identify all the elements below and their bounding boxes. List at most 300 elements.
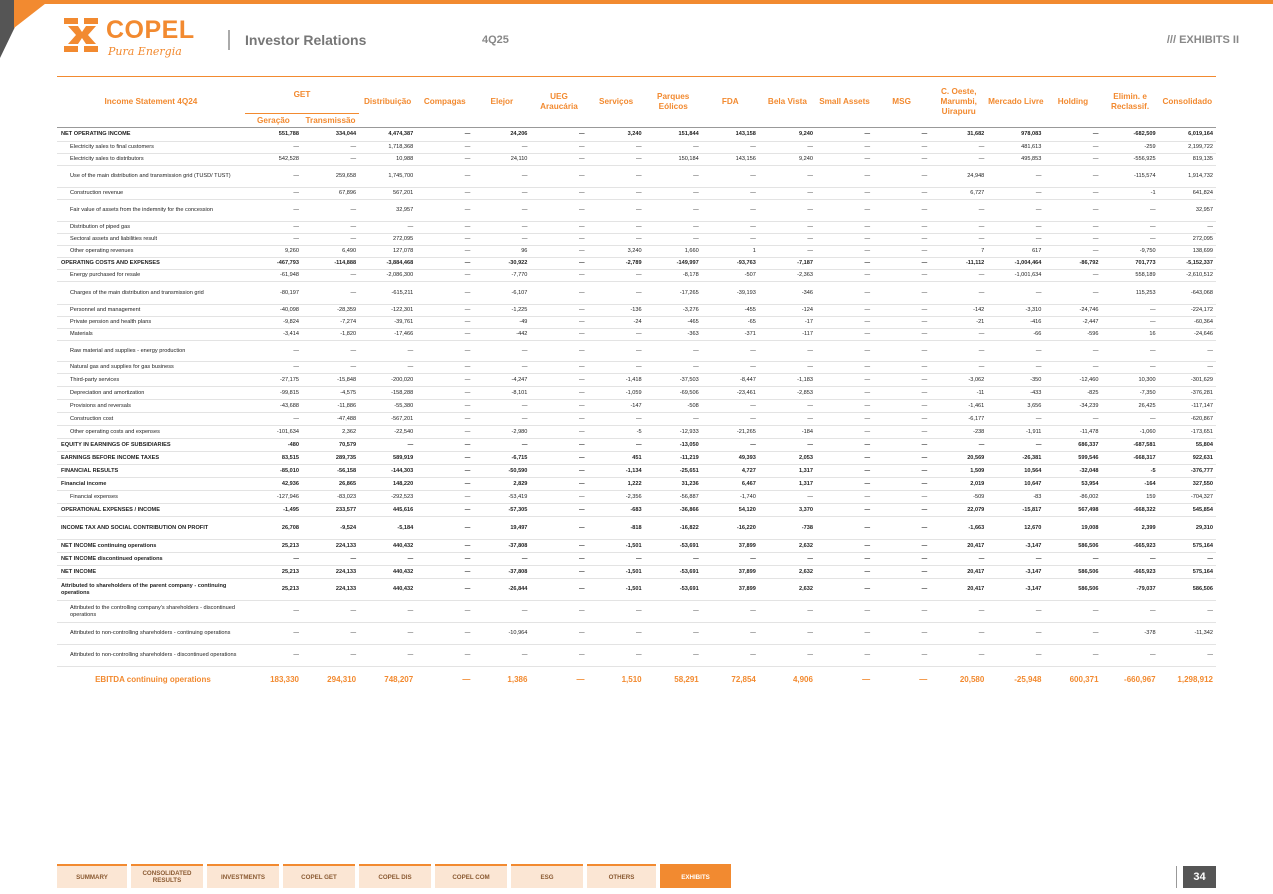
cell-value: — bbox=[816, 188, 873, 200]
cell-value: -8,178 bbox=[645, 270, 702, 282]
table-row bbox=[57, 128, 1216, 142]
tab-summary[interactable]: SUMMARY bbox=[57, 864, 127, 888]
cell-value: 272,095 bbox=[359, 234, 416, 246]
table-row bbox=[57, 413, 1216, 426]
cell-value: -9,824 bbox=[245, 317, 302, 329]
cell-value: — bbox=[987, 413, 1044, 426]
cell-value: — bbox=[873, 566, 930, 579]
cell-value: -1,501 bbox=[588, 566, 645, 579]
cell-value: 37,899 bbox=[702, 540, 759, 553]
cell-value: -11,342 bbox=[1159, 623, 1216, 645]
cell-value: — bbox=[530, 166, 587, 188]
cell-value: — bbox=[1044, 222, 1101, 234]
cell-value: -238 bbox=[930, 426, 987, 439]
cell-value: -86,792 bbox=[1044, 258, 1101, 270]
table-row bbox=[57, 188, 1216, 200]
cell-value: -3,884,468 bbox=[359, 258, 416, 270]
cell-value: -11,886 bbox=[302, 400, 359, 413]
cell-value: — bbox=[1044, 234, 1101, 246]
cell-value: 49,393 bbox=[702, 452, 759, 465]
cell-value: — bbox=[1102, 341, 1159, 362]
cell-value: -50,590 bbox=[473, 465, 530, 478]
cell-value: — bbox=[473, 142, 530, 154]
cell-value: — bbox=[588, 234, 645, 246]
cell-value: -136 bbox=[588, 305, 645, 317]
cell-value: -83 bbox=[987, 491, 1044, 504]
cell-value: — bbox=[416, 426, 473, 439]
cell-value: 586,506 bbox=[1044, 566, 1101, 579]
cell-value: -376,281 bbox=[1159, 387, 1216, 400]
cell-value: — bbox=[930, 270, 987, 282]
row-label: NET INCOME continuing operations bbox=[57, 540, 245, 553]
row-label: Attributed to non-controlling shareholders - continuing operations bbox=[57, 623, 245, 645]
cell-value: — bbox=[930, 623, 987, 645]
row-label: Personnel and management bbox=[57, 305, 245, 317]
page-number: 34 bbox=[1183, 866, 1216, 888]
cell-value: -10,964 bbox=[473, 623, 530, 645]
cell-value: — bbox=[816, 491, 873, 504]
column-header: Elimin. e Reclassif. bbox=[1110, 92, 1150, 111]
cell-value: — bbox=[816, 305, 873, 317]
cell-value: — bbox=[530, 246, 587, 258]
cell-value: -124 bbox=[759, 305, 816, 317]
cell-value: -83,023 bbox=[302, 491, 359, 504]
cell-value: -1,001,634 bbox=[987, 270, 1044, 282]
cell-value: 3,656 bbox=[987, 400, 1044, 413]
cell-value: — bbox=[873, 142, 930, 154]
cell-value: — bbox=[873, 317, 930, 329]
cell-value: — bbox=[1102, 234, 1159, 246]
cell-value: — bbox=[530, 465, 587, 478]
row-label: Materials bbox=[57, 329, 245, 341]
cell-value: — bbox=[416, 439, 473, 452]
cell-value: — bbox=[245, 166, 302, 188]
cell-value: -668,322 bbox=[1102, 504, 1159, 517]
cell-value: — bbox=[1159, 362, 1216, 374]
cell-value: 42,936 bbox=[245, 478, 302, 491]
cell-value: — bbox=[530, 374, 587, 387]
cell-value: 24,948 bbox=[930, 166, 987, 188]
cell-value: — bbox=[930, 362, 987, 374]
cell-value: — bbox=[816, 270, 873, 282]
brand-tagline: Pura Energia bbox=[108, 45, 182, 58]
cell-value: -53,419 bbox=[473, 491, 530, 504]
cell-value: -53,691 bbox=[645, 540, 702, 553]
cell-value: — bbox=[816, 623, 873, 645]
table-row bbox=[57, 540, 1216, 553]
cell-value: — bbox=[702, 400, 759, 413]
row-label: Other operating revenues bbox=[57, 246, 245, 258]
cell-value: -37,503 bbox=[645, 374, 702, 387]
cell-value: — bbox=[816, 246, 873, 258]
cell-value: 3,370 bbox=[759, 504, 816, 517]
cell-value: 495,853 bbox=[987, 154, 1044, 166]
cell-value: 10,988 bbox=[359, 154, 416, 166]
cell-value: -21,265 bbox=[702, 426, 759, 439]
cell-value: -2,086,300 bbox=[359, 270, 416, 282]
cell-value: — bbox=[416, 317, 473, 329]
table-row bbox=[57, 362, 1216, 374]
cell-value: — bbox=[302, 222, 359, 234]
cell-value: 143,156 bbox=[702, 154, 759, 166]
cell-value: — bbox=[873, 540, 930, 553]
cell-value: 148,220 bbox=[359, 478, 416, 491]
table-row bbox=[57, 317, 1216, 329]
tab-copel-get[interactable]: COPEL GET bbox=[283, 864, 355, 888]
cell-value: 115,253 bbox=[1102, 282, 1159, 305]
cell-value: — bbox=[987, 200, 1044, 222]
column-group-get: GET bbox=[245, 77, 359, 114]
cell-value: -21 bbox=[930, 317, 987, 329]
table-row bbox=[57, 452, 1216, 465]
cell-value: 224,133 bbox=[302, 579, 359, 601]
cell-value: 224,133 bbox=[302, 540, 359, 553]
ebitda-value: 4,906 bbox=[759, 667, 816, 694]
column-header: C. Oeste, Marumbi, Uirapuru bbox=[940, 87, 977, 116]
cell-value: — bbox=[873, 154, 930, 166]
cell-value: — bbox=[530, 566, 587, 579]
cell-value: 233,577 bbox=[302, 504, 359, 517]
cell-value: — bbox=[416, 623, 473, 645]
cell-value: -376,777 bbox=[1159, 465, 1216, 478]
cell-value: -60,364 bbox=[1159, 317, 1216, 329]
cell-value: — bbox=[987, 623, 1044, 645]
cell-value: -7,187 bbox=[759, 258, 816, 270]
cell-value: — bbox=[359, 341, 416, 362]
cell-value: — bbox=[1044, 341, 1101, 362]
cell-value: — bbox=[245, 234, 302, 246]
cell-value: 10,300 bbox=[1102, 374, 1159, 387]
tab-investments[interactable]: INVESTMENTS bbox=[207, 864, 279, 888]
cell-value: — bbox=[302, 200, 359, 222]
cell-value: 334,044 bbox=[302, 128, 359, 142]
cell-value: -57,305 bbox=[473, 504, 530, 517]
cell-value: — bbox=[416, 504, 473, 517]
cell-value: — bbox=[588, 362, 645, 374]
ebitda-value: -660,967 bbox=[1102, 667, 1159, 694]
row-label: Provisions and reversals bbox=[57, 400, 245, 413]
cell-value: — bbox=[645, 645, 702, 667]
cell-value: — bbox=[1044, 154, 1101, 166]
cell-value: — bbox=[530, 478, 587, 491]
cell-value: 20,417 bbox=[930, 566, 987, 579]
cell-value: 32,957 bbox=[359, 200, 416, 222]
cell-value: — bbox=[702, 200, 759, 222]
cell-value: — bbox=[588, 329, 645, 341]
cell-value: — bbox=[416, 329, 473, 341]
cell-value: -1,911 bbox=[987, 426, 1044, 439]
cell-value: — bbox=[1102, 413, 1159, 426]
cell-value: -56,887 bbox=[645, 491, 702, 504]
cell-value: -556,925 bbox=[1102, 154, 1159, 166]
cell-value: — bbox=[1044, 142, 1101, 154]
cell-value: 641,824 bbox=[1159, 188, 1216, 200]
cell-value: — bbox=[530, 645, 587, 667]
table-row bbox=[57, 579, 1216, 601]
cell-value: -61,948 bbox=[245, 270, 302, 282]
row-label: Electricity sales to distributors bbox=[57, 154, 245, 166]
cell-value: — bbox=[987, 166, 1044, 188]
cell-value: — bbox=[645, 234, 702, 246]
cell-value: — bbox=[873, 362, 930, 374]
cell-value: — bbox=[416, 413, 473, 426]
cell-value: 2,019 bbox=[930, 478, 987, 491]
cell-value: 19,008 bbox=[1044, 517, 1101, 540]
cell-value: — bbox=[930, 341, 987, 362]
cell-value: — bbox=[530, 341, 587, 362]
cell-value: — bbox=[530, 491, 587, 504]
cell-value: — bbox=[530, 200, 587, 222]
cell-value: — bbox=[416, 246, 473, 258]
cell-value: — bbox=[873, 329, 930, 341]
cell-value: — bbox=[416, 540, 473, 553]
cell-value: -26,844 bbox=[473, 579, 530, 601]
cell-value: — bbox=[416, 222, 473, 234]
cell-value: -442 bbox=[473, 329, 530, 341]
cell-value: 3,240 bbox=[588, 246, 645, 258]
cell-value: — bbox=[1159, 645, 1216, 667]
cell-value: — bbox=[873, 517, 930, 540]
column-header: Serviços bbox=[599, 97, 634, 106]
table-row bbox=[57, 478, 1216, 491]
cell-value: -39,761 bbox=[359, 317, 416, 329]
cell-value: — bbox=[530, 579, 587, 601]
cell-value: — bbox=[702, 413, 759, 426]
period-label: 4Q25 bbox=[482, 34, 509, 46]
cell-value: 6,019,164 bbox=[1159, 128, 1216, 142]
cell-value: — bbox=[302, 601, 359, 623]
top-accent-bar bbox=[0, 0, 1273, 4]
cell-value: — bbox=[416, 387, 473, 400]
cell-value: -596 bbox=[1044, 329, 1101, 341]
cell-value: -117,147 bbox=[1159, 400, 1216, 413]
row-label: Charges of the main distribution and transmission grid bbox=[57, 282, 245, 305]
cell-value: — bbox=[588, 154, 645, 166]
cell-value: 37,899 bbox=[702, 566, 759, 579]
cell-value: — bbox=[816, 465, 873, 478]
cell-value: — bbox=[873, 623, 930, 645]
ebitda-value: 1,386 bbox=[473, 667, 530, 694]
row-label: Electricity sales to final customers bbox=[57, 142, 245, 154]
cell-value: -17,466 bbox=[359, 329, 416, 341]
cell-value: — bbox=[873, 504, 930, 517]
cell-value: -1,501 bbox=[588, 540, 645, 553]
cell-value: — bbox=[245, 200, 302, 222]
cell-value: — bbox=[987, 222, 1044, 234]
ebitda-value: 748,207 bbox=[359, 667, 416, 694]
table-row bbox=[57, 200, 1216, 222]
cell-value: 26,425 bbox=[1102, 400, 1159, 413]
cell-value: 6,467 bbox=[702, 478, 759, 491]
cell-value: -36,866 bbox=[645, 504, 702, 517]
tab-others[interactable]: OTHERS bbox=[587, 864, 656, 888]
cell-value: -738 bbox=[759, 517, 816, 540]
row-label: NET INCOME bbox=[57, 566, 245, 579]
table-row bbox=[57, 553, 1216, 566]
cell-value: 20,417 bbox=[930, 540, 987, 553]
ebitda-value: 183,330 bbox=[245, 667, 302, 694]
cell-value: — bbox=[1102, 601, 1159, 623]
cell-value: 53,954 bbox=[1044, 478, 1101, 491]
cell-value: — bbox=[759, 200, 816, 222]
cell-value: -3,147 bbox=[987, 566, 1044, 579]
cell-value: — bbox=[416, 142, 473, 154]
cell-value: — bbox=[759, 413, 816, 426]
cell-value: — bbox=[816, 374, 873, 387]
cell-value: — bbox=[245, 142, 302, 154]
cell-value: — bbox=[530, 439, 587, 452]
cell-value: — bbox=[530, 540, 587, 553]
cell-value: — bbox=[416, 478, 473, 491]
cell-value: 1,718,368 bbox=[359, 142, 416, 154]
cell-value: — bbox=[245, 341, 302, 362]
cell-value: -509 bbox=[930, 491, 987, 504]
cell-value: -682,509 bbox=[1102, 128, 1159, 142]
cell-value: -24,746 bbox=[1044, 305, 1101, 317]
cell-value: — bbox=[416, 258, 473, 270]
ebitda-value: — bbox=[816, 667, 873, 694]
cell-value: — bbox=[473, 166, 530, 188]
cell-value: — bbox=[530, 128, 587, 142]
cell-value: -26,381 bbox=[987, 452, 1044, 465]
cell-value: -5 bbox=[588, 426, 645, 439]
cell-value: 32,957 bbox=[1159, 200, 1216, 222]
cell-value: — bbox=[416, 362, 473, 374]
tab-esg[interactable]: ESG bbox=[511, 864, 583, 888]
cell-value: -1,663 bbox=[930, 517, 987, 540]
cell-value: 9,240 bbox=[759, 154, 816, 166]
cell-value: — bbox=[873, 200, 930, 222]
cell-value: — bbox=[416, 374, 473, 387]
cell-value: — bbox=[816, 478, 873, 491]
cell-value: -5,184 bbox=[359, 517, 416, 540]
row-label: Energy purchased for resale bbox=[57, 270, 245, 282]
cell-value: — bbox=[930, 154, 987, 166]
tab-copel-dis[interactable]: COPEL DIS bbox=[359, 864, 431, 888]
cell-value: — bbox=[416, 200, 473, 222]
cell-value: -200,020 bbox=[359, 374, 416, 387]
table-row bbox=[57, 504, 1216, 517]
cell-value: -5 bbox=[1102, 465, 1159, 478]
cell-value: — bbox=[473, 439, 530, 452]
cell-value: -2,610,512 bbox=[1159, 270, 1216, 282]
cell-value: — bbox=[816, 341, 873, 362]
cell-value: — bbox=[473, 188, 530, 200]
cell-value: -25,651 bbox=[645, 465, 702, 478]
cell-value: — bbox=[759, 553, 816, 566]
cell-value: — bbox=[1044, 128, 1101, 142]
cell-value: -43,688 bbox=[245, 400, 302, 413]
cell-value: — bbox=[1044, 200, 1101, 222]
cell-value: — bbox=[530, 362, 587, 374]
row-label: Depreciation and amortization bbox=[57, 387, 245, 400]
column-header: Parques Eólicos bbox=[657, 92, 690, 111]
cell-value: — bbox=[816, 439, 873, 452]
cell-value: — bbox=[530, 426, 587, 439]
cell-value: 586,506 bbox=[1159, 579, 1216, 601]
cell-value: — bbox=[816, 317, 873, 329]
cell-value: — bbox=[873, 439, 930, 452]
tab-consolidated-results[interactable]: CONSOLIDATED RESULTS bbox=[131, 864, 203, 888]
cell-value: -2,356 bbox=[588, 491, 645, 504]
cell-value: -115,574 bbox=[1102, 166, 1159, 188]
cell-value: 2,632 bbox=[759, 566, 816, 579]
cell-value: — bbox=[416, 282, 473, 305]
cell-value: -3,062 bbox=[930, 374, 987, 387]
cell-value: 1,914,732 bbox=[1159, 166, 1216, 188]
cell-value: 1,222 bbox=[588, 478, 645, 491]
cell-value: — bbox=[702, 166, 759, 188]
cell-value: 567,201 bbox=[359, 188, 416, 200]
cell-value: -467,793 bbox=[245, 258, 302, 270]
row-label: FINANCIAL RESULTS bbox=[57, 465, 245, 478]
cell-value: -8,447 bbox=[702, 374, 759, 387]
cell-value: — bbox=[416, 188, 473, 200]
cell-value: — bbox=[873, 282, 930, 305]
cell-value: -85,010 bbox=[245, 465, 302, 478]
cell-value: — bbox=[302, 282, 359, 305]
cell-value: — bbox=[473, 553, 530, 566]
cell-value: -16,822 bbox=[645, 517, 702, 540]
cell-value: — bbox=[245, 413, 302, 426]
cell-value: -99,815 bbox=[245, 387, 302, 400]
cell-value: — bbox=[816, 128, 873, 142]
cell-value: -142 bbox=[930, 305, 987, 317]
cell-value: — bbox=[816, 282, 873, 305]
row-label: Private pension and health plans bbox=[57, 317, 245, 329]
cell-value: 159 bbox=[1102, 491, 1159, 504]
cell-value: — bbox=[473, 601, 530, 623]
cell-value: -1,059 bbox=[588, 387, 645, 400]
cell-value: 2,829 bbox=[473, 478, 530, 491]
cell-value: -17,265 bbox=[645, 282, 702, 305]
cell-value: — bbox=[816, 504, 873, 517]
row-label: OPERATING COSTS AND EXPENSES bbox=[57, 258, 245, 270]
cell-value: — bbox=[759, 246, 816, 258]
cell-value: — bbox=[473, 362, 530, 374]
cell-value: 2,362 bbox=[302, 426, 359, 439]
income-statement-table bbox=[57, 76, 1216, 693]
cell-value: — bbox=[416, 579, 473, 601]
ebitda-value: 1,510 bbox=[588, 667, 645, 694]
cell-value: -15,817 bbox=[987, 504, 1044, 517]
cell-value: — bbox=[588, 413, 645, 426]
cell-value: — bbox=[588, 553, 645, 566]
table-row bbox=[57, 465, 1216, 478]
cell-value: — bbox=[873, 188, 930, 200]
cell-value: — bbox=[416, 517, 473, 540]
cell-value: — bbox=[645, 200, 702, 222]
cell-value: — bbox=[473, 341, 530, 362]
cell-value: — bbox=[1159, 222, 1216, 234]
cell-value: 922,631 bbox=[1159, 452, 1216, 465]
cell-value: — bbox=[987, 439, 1044, 452]
cell-value: — bbox=[473, 222, 530, 234]
cell-value: -6,177 bbox=[930, 413, 987, 426]
tab-exhibits[interactable]: EXHIBITS bbox=[660, 864, 731, 888]
cell-value: — bbox=[702, 553, 759, 566]
cell-value: — bbox=[930, 601, 987, 623]
cell-value: — bbox=[530, 387, 587, 400]
table-row bbox=[57, 374, 1216, 387]
cell-value: 25,213 bbox=[245, 540, 302, 553]
cell-value: — bbox=[359, 645, 416, 667]
cell-value: — bbox=[816, 166, 873, 188]
cell-value: — bbox=[359, 601, 416, 623]
cell-value: -37,808 bbox=[473, 540, 530, 553]
row-label: Financial expenses bbox=[57, 491, 245, 504]
tab-copel-com[interactable]: COPEL COM bbox=[435, 864, 507, 888]
